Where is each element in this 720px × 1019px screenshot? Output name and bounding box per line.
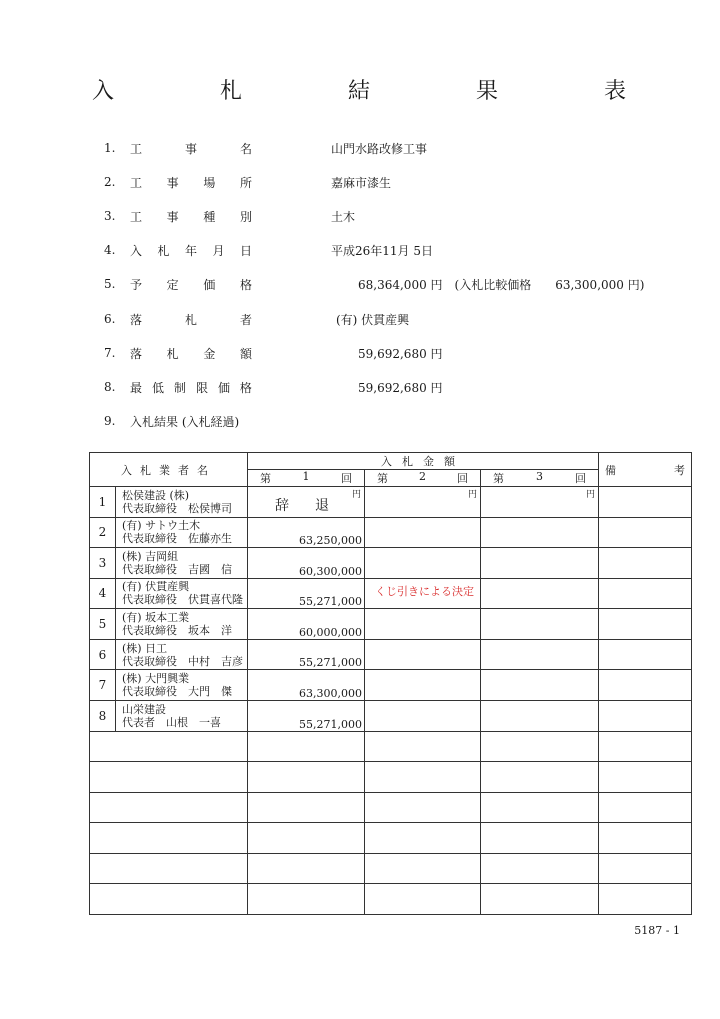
info-item-value: (有) 伏貫産興 (336, 312, 410, 327)
label-char: 限 (195, 380, 208, 395)
bid-round-1 (248, 700, 365, 731)
empty-cell (365, 731, 481, 762)
table-row (90, 517, 692, 548)
round-char: 第 (493, 472, 504, 485)
info-item-value: 59,692,680 円 (358, 380, 443, 395)
header-round-1 (248, 470, 365, 487)
info-item-label (130, 413, 239, 430)
bidder-number: 5 (90, 609, 116, 640)
info-item-value: 平成26年11月 5日 (331, 243, 433, 258)
bid-round-2 (365, 578, 481, 609)
info-item-number: 8. (104, 380, 116, 394)
bidder-representative: 代表者 山根 一喜 (122, 715, 221, 729)
bid-amount: 55,271,000 (299, 717, 362, 731)
bidder-representative: 代表取締役 坂本 洋 (122, 624, 232, 638)
round-char: 回 (575, 472, 586, 485)
empty-cell (365, 853, 481, 884)
round-char: 第 (377, 472, 388, 485)
info-item-label (130, 311, 252, 328)
bid-round-1 (248, 548, 365, 579)
info-item-number: 6. (104, 312, 116, 326)
bid-round-3 (481, 670, 599, 701)
info-item-label (130, 379, 252, 396)
info-item (104, 138, 428, 158)
info-item (104, 206, 356, 226)
remarks-cell (599, 548, 692, 579)
bidder-cell (116, 609, 248, 640)
label-char: 名 (239, 141, 252, 156)
label-char: 額 (239, 346, 252, 361)
empty-cell (481, 823, 599, 854)
info-item-label (130, 345, 252, 362)
bid-round-3 (481, 487, 599, 518)
label-char: 事 (184, 141, 197, 156)
remarks-cell (599, 609, 692, 640)
empty-cell (599, 731, 692, 762)
label-char: 落 (130, 346, 143, 361)
bid-round-1 (248, 639, 365, 670)
table-row (90, 700, 692, 731)
withdrawn-label: 辞 退 (275, 497, 335, 514)
info-item-value: 嘉麻市漆生 (331, 175, 392, 190)
bid-round-2 (365, 700, 481, 731)
info-item-number: 3. (104, 209, 116, 223)
label-char: 予 (130, 277, 143, 292)
table-row (90, 670, 692, 701)
info-item-label (130, 276, 252, 293)
info-item (104, 172, 392, 192)
table-row-empty (90, 762, 692, 793)
table-row (90, 487, 692, 518)
bidder-company: (株) 吉岡組 (122, 549, 179, 563)
bidder-number: 7 (90, 670, 116, 701)
table-row-empty (90, 823, 692, 854)
bid-round-3 (481, 700, 599, 731)
remarks-cell (599, 578, 692, 609)
bid-round-2 (365, 548, 481, 579)
label-char: 価 (203, 277, 216, 292)
empty-cell (248, 884, 365, 915)
remarks-cell (599, 517, 692, 548)
info-item-number: 5. (104, 277, 116, 291)
info-item-number: 4. (104, 243, 116, 257)
info-item (104, 411, 239, 431)
empty-cell (599, 762, 692, 793)
bid-round-2 (365, 487, 481, 518)
bidder-cell (116, 700, 248, 731)
table-row-empty (90, 853, 692, 884)
lottery-note: くじ引きによる決定 (375, 585, 474, 599)
empty-cell (248, 731, 365, 762)
empty-cell (365, 823, 481, 854)
empty-cell (365, 762, 481, 793)
bidder-number: 2 (90, 517, 116, 548)
bidder-company: 松侯建設 (株) (122, 488, 190, 502)
empty-cell (365, 792, 481, 823)
label-char: 日 (239, 243, 252, 258)
page-title: 入 札 結 果 表 (91, 79, 668, 104)
empty-cell (599, 853, 692, 884)
bid-round-1 (248, 609, 365, 640)
bid-amount: 63,250,000 (299, 534, 362, 548)
empty-cell (481, 731, 599, 762)
remarks-cell (599, 639, 692, 670)
round-char: 1 (302, 470, 310, 483)
table-row (90, 578, 692, 609)
bid-round-3 (481, 609, 599, 640)
empty-cell (90, 792, 248, 823)
info-item-value: 土木 (331, 209, 356, 224)
label-char: 格 (239, 277, 252, 292)
remarks-cell (599, 487, 692, 518)
bidder-cell (116, 487, 248, 518)
info-item-label (130, 174, 252, 191)
round-char: 回 (457, 472, 468, 485)
bid-round-1 (248, 670, 365, 701)
empty-cell (248, 823, 365, 854)
bid-round-3 (481, 548, 599, 579)
label-char: 年 (184, 243, 197, 258)
label-char: 月 (212, 243, 225, 258)
header-remarks (599, 453, 692, 487)
empty-cell (90, 731, 248, 762)
info-item-number: 9. (104, 414, 116, 428)
bidder-representative: 代表取締役 中村 吉彦 (122, 654, 243, 668)
bid-round-3 (481, 517, 599, 548)
label-char: 工 (130, 175, 143, 190)
bid-round-1 (248, 487, 365, 518)
info-item (104, 240, 433, 260)
label-char: 低 (151, 380, 164, 395)
empty-cell (90, 853, 248, 884)
remarks-cell (599, 670, 692, 701)
bid-round-3 (481, 639, 599, 670)
info-item-label (130, 140, 252, 157)
info-item-value: 59,692,680 円 (358, 346, 443, 361)
info-item-number: 7. (104, 346, 116, 360)
empty-cell (481, 853, 599, 884)
bidder-cell (116, 639, 248, 670)
label-char: 工 (130, 141, 143, 156)
header-round-2 (365, 470, 481, 487)
header-bidder: 入札業者名 (90, 453, 248, 487)
bidder-representative: 代表取締役 伏貫喜代隆 (122, 593, 243, 607)
header-remarks-char: 備 (605, 463, 617, 477)
info-item-number: 1. (104, 141, 116, 155)
empty-cell (599, 823, 692, 854)
label-char: 価 (217, 380, 230, 395)
yen-unit: 円 (586, 490, 596, 500)
table-row (90, 639, 692, 670)
info-item (104, 343, 443, 363)
bid-result-table (89, 452, 692, 915)
label-char: 事 (166, 209, 179, 224)
table-row-empty (90, 792, 692, 823)
empty-cell (599, 884, 692, 915)
label-char: 事 (166, 175, 179, 190)
bidder-company: (有) サトウ土木 (122, 519, 201, 533)
bid-amount: 55,271,000 (299, 595, 362, 609)
label-char: 格 (239, 380, 252, 395)
label-char: 札 (166, 346, 179, 361)
empty-cell (481, 792, 599, 823)
bid-round-2 (365, 609, 481, 640)
bidder-number: 4 (90, 578, 116, 609)
empty-cell (248, 792, 365, 823)
bidder-number: 8 (90, 700, 116, 731)
bid-round-3 (481, 578, 599, 609)
label-char: 札 (157, 243, 170, 258)
round-char: 回 (341, 472, 352, 485)
yen-unit: 円 (467, 490, 477, 500)
label-char: 所 (239, 175, 252, 190)
label-char: 場 (203, 175, 216, 190)
bidder-cell (116, 517, 248, 548)
label-char: 入札結果 (入札経過) (130, 414, 240, 429)
bid-round-2 (365, 670, 481, 701)
bid-round-2 (365, 639, 481, 670)
info-item-label (130, 242, 252, 259)
label-char: 工 (130, 209, 143, 224)
empty-cell (481, 884, 599, 915)
header-round-3 (481, 470, 599, 487)
bid-round-1 (248, 578, 365, 609)
info-item (104, 309, 410, 329)
bidder-company: 山栄建設 (122, 702, 166, 716)
bidder-representative: 代表取締役 吉國 信 (122, 562, 232, 576)
bidder-representative: 代表取締役 松侯博司 (122, 501, 232, 515)
info-item-number: 2. (104, 175, 116, 189)
label-char: 落 (130, 312, 143, 327)
header-remarks-char: 考 (674, 463, 686, 477)
page-id: 5187 - 1 (634, 924, 680, 937)
bid-round-1 (248, 517, 365, 548)
bid-amount: 60,300,000 (299, 564, 362, 578)
bid-amount: 60,000,000 (299, 625, 362, 639)
empty-cell (90, 762, 248, 793)
label-char: 金 (203, 346, 216, 361)
round-char: 3 (536, 470, 543, 483)
table-row-empty (90, 884, 692, 915)
bid-amount: 63,300,000 (299, 686, 362, 700)
bidder-number: 3 (90, 548, 116, 579)
table-row (90, 609, 692, 640)
round-char: 第 (260, 472, 271, 485)
table-row-empty (90, 731, 692, 762)
bidder-company: (有) 伏貫産興 (122, 580, 190, 594)
bidder-representative: 代表取締役 大門 傑 (122, 685, 232, 699)
bid-amount: 55,271,000 (299, 656, 362, 670)
table-row (90, 548, 692, 579)
round-char: 2 (419, 470, 426, 483)
info-item (104, 377, 443, 397)
empty-cell (248, 853, 365, 884)
header-amount: 入札金額 (248, 453, 599, 470)
info-item (104, 274, 645, 294)
label-char: 制 (173, 380, 186, 395)
empty-cell (248, 762, 365, 793)
bidder-cell (116, 578, 248, 609)
info-item-value: 山門水路改修工事 (331, 141, 428, 156)
label-char: 札 (184, 312, 197, 327)
yen-unit: 円 (351, 490, 361, 500)
label-char: 入 (130, 243, 143, 258)
empty-cell (365, 884, 481, 915)
info-item-value: 68,364,000 円 (入札比較価格 63,300,000 円) (358, 277, 645, 292)
label-char: 最 (130, 380, 143, 395)
label-char: 種 (203, 209, 216, 224)
bidder-representative: 代表取締役 佐藤亦生 (122, 532, 232, 546)
label-char: 別 (239, 209, 252, 224)
bid-round-2 (365, 517, 481, 548)
bidder-company: (株) 日工 (122, 641, 168, 655)
bidder-number: 6 (90, 639, 116, 670)
empty-cell (90, 823, 248, 854)
empty-cell (481, 762, 599, 793)
bidder-cell (116, 548, 248, 579)
empty-cell (599, 792, 692, 823)
bidder-cell (116, 670, 248, 701)
remarks-cell (599, 700, 692, 731)
empty-cell (90, 884, 248, 915)
bidder-company: (有) 坂本工業 (122, 611, 190, 625)
label-char: 者 (239, 312, 252, 327)
bidder-number: 1 (90, 487, 116, 518)
label-char: 定 (166, 277, 179, 292)
bidder-company: (株) 大門興業 (122, 672, 190, 686)
info-item-label (130, 208, 252, 225)
